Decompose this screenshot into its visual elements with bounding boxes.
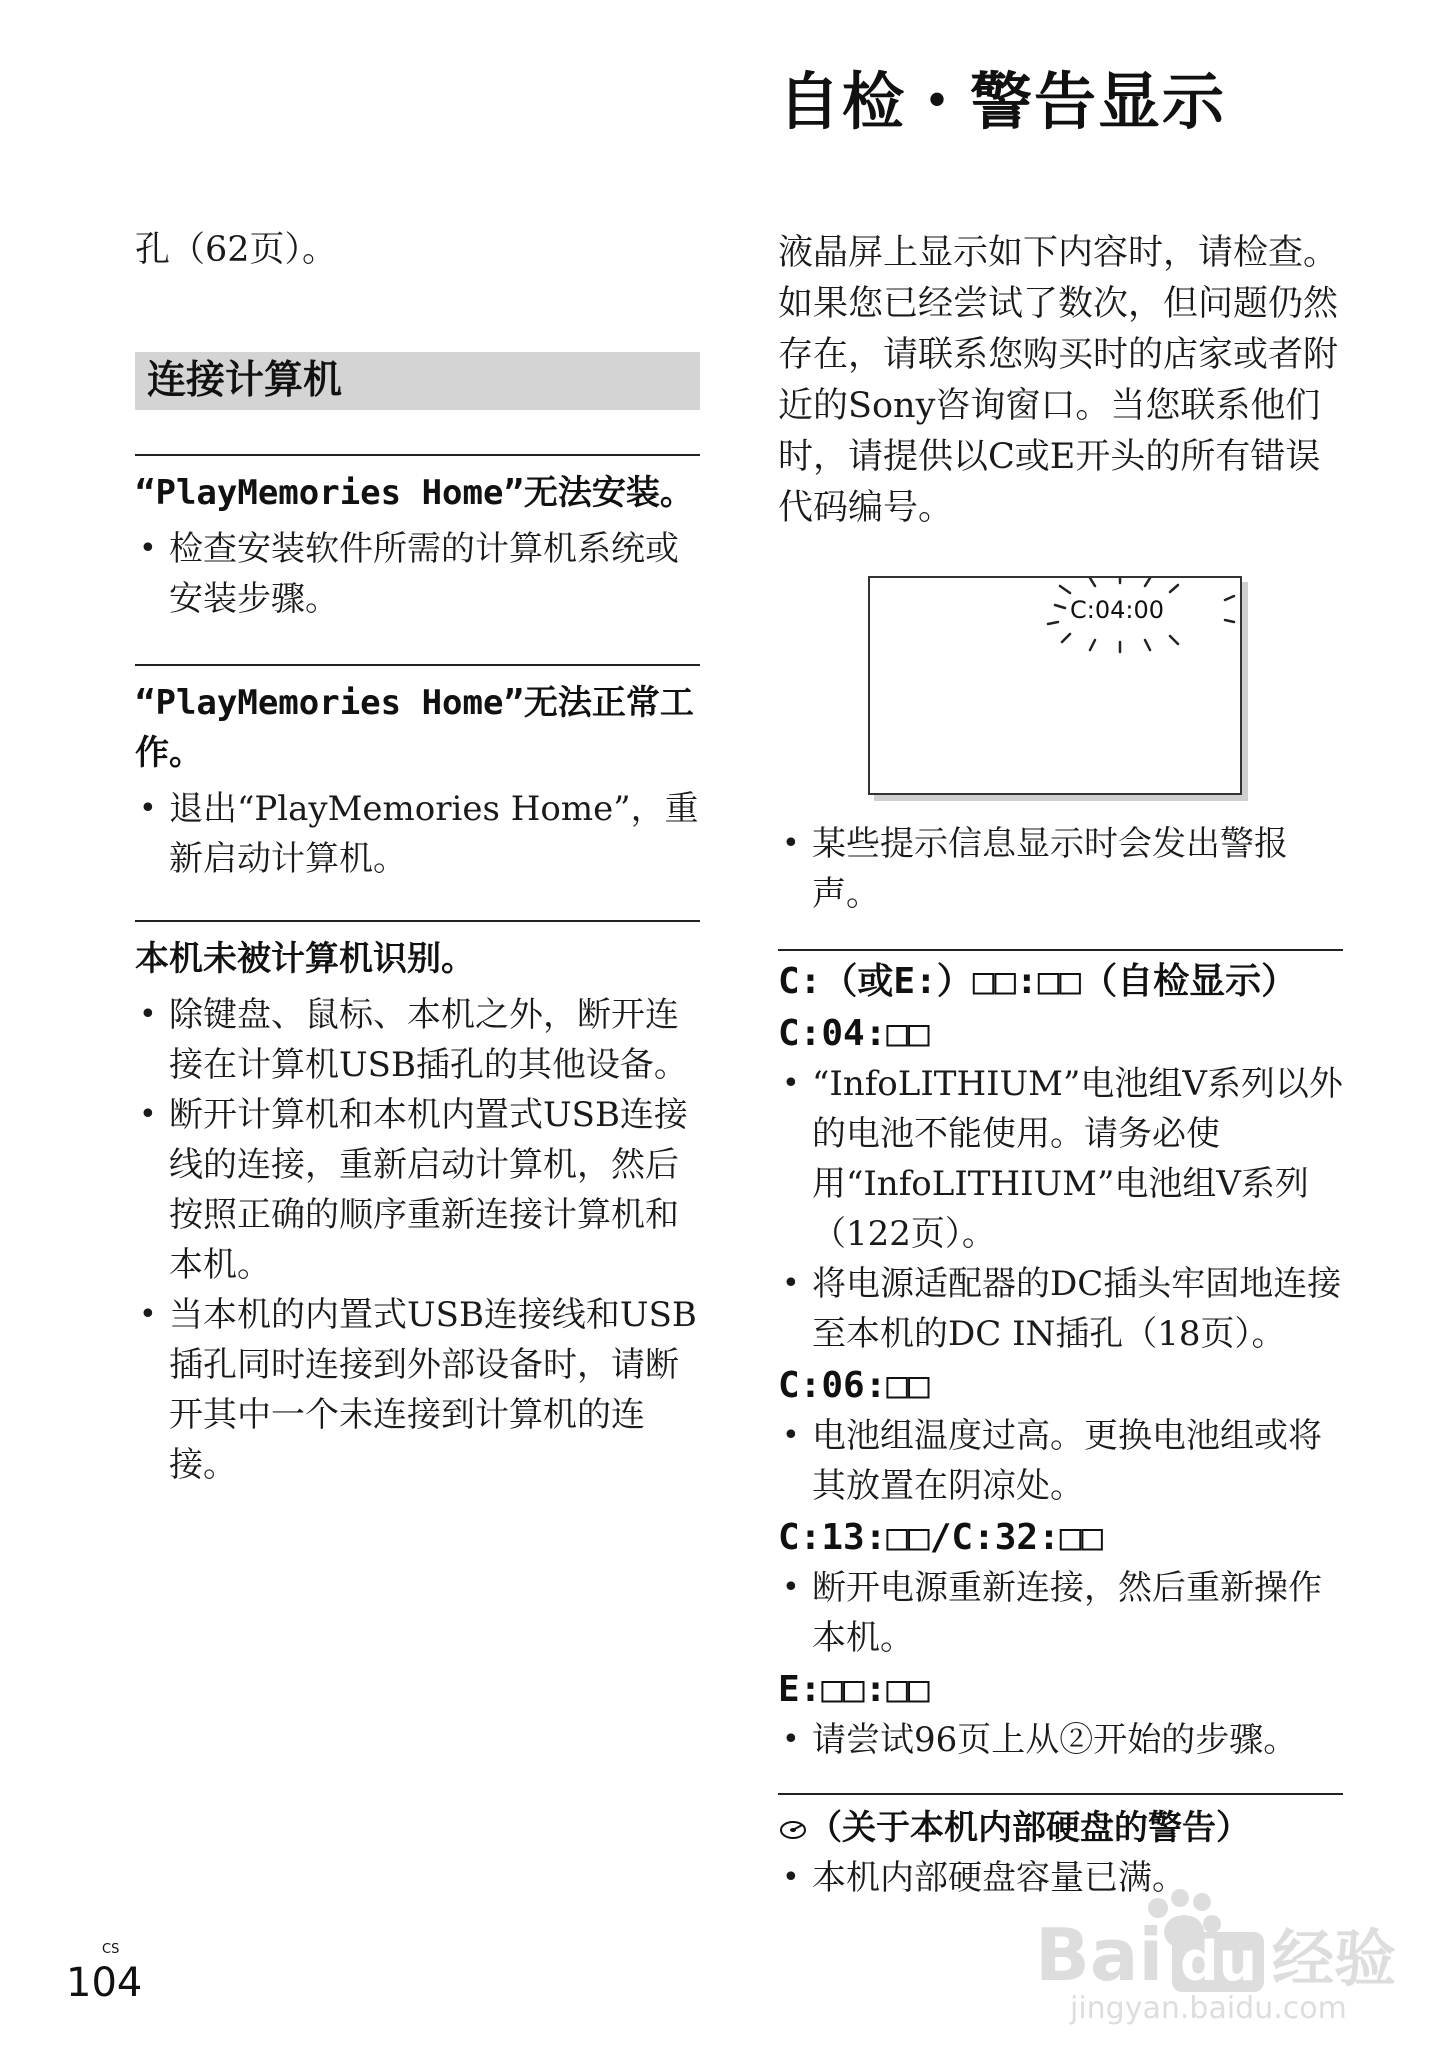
bullet-item: • 退出“PlayMemories Home”，重新启动计算机。 [135,784,700,884]
divider [135,920,700,922]
bullet-list [135,990,700,1490]
bullet-item: • 除键盘、鼠标、本机之外，断开连接在计算机USB插孔的其他设备。 [135,990,700,1090]
troubleshoot-item [135,664,700,884]
bullet-item: • 将电源适配器的DC插头牢固地连接至本机的DC IN插孔（18页）。 [778,1259,1343,1359]
hard-disk-icon [778,1818,808,1842]
bullet-list [778,1411,1343,1511]
baidu-watermark-logo [1030,1880,1410,2030]
code-entry [778,1513,1343,1663]
item-title: “PlayMemories Home”无法正常工作。 [135,683,694,773]
page-lang-code: CS [102,1942,120,1957]
lcd-screen-illustration [868,576,1248,801]
svg-text:Bai: Bai [1035,1913,1164,1997]
error-code-display: C:04:00 [1070,596,1165,624]
svg-text:jingyan.baidu.com: jingyan.baidu.com [1070,1991,1347,2026]
right-intro: 液晶屏上显示如下内容时，请检查。如果您已经尝试了数次，但问题仍然存在，请联系您购买时的店家或者附近的Sony咨询窗口。当您联系他们时，请提供以C或E开头的所有错误代码编号。 [778,233,1339,528]
flash-rays-icon [870,578,1240,793]
hdd-warning-label: （关于本机内部硬盘的警告） [808,1808,1250,1848]
bullet-item: • 电池组温度过高。更换电池组或将其放置在阴凉处。 [778,1411,1343,1511]
code-entry [778,1361,1343,1511]
divider [135,664,700,666]
svg-text:经验: 经验 [1272,1922,1397,1995]
left-column [135,225,700,1490]
error-code: C:06:□□ [778,1365,930,1406]
note-list [778,819,1343,919]
divider [135,454,700,456]
item-title: “PlayMemories Home”无法安装。 [135,473,694,513]
bullet-list [135,524,700,624]
divider [778,949,1343,951]
bullet-item: • 本机内部硬盘容量已满。 [778,1853,1343,1903]
error-code: E:□□:□□ [778,1669,930,1710]
code-entry [778,1009,1343,1359]
section-title-self-diagnosis: C:（或E:）□□:□□（自检显示） [778,961,1298,1002]
left-intro: 孔（62页）。 [135,230,338,270]
troubleshoot-item [135,920,700,1490]
note-item: • 某些提示信息显示时会发出警报声。 [778,819,1343,919]
svg-text:du: du [1180,1930,1258,1993]
section-header-connect-computer: 连接计算机 [135,352,700,410]
bullet-item: • 断开电源重新连接，然后重新操作本机。 [778,1563,1343,1663]
bullet-list [778,1715,1343,1765]
bullet-item: • 断开计算机和本机内置式USB连接线的连接，重新启动计算机，然后按照正确的顺序重新连接计算机和本机。 [135,1090,700,1290]
bullet-item: • 检查安装软件所需的计算机系统或安装步骤。 [135,524,700,624]
hdd-warning-title [778,1803,1343,1853]
bullet-list [778,1563,1343,1663]
item-title: 本机未被计算机识别。 [135,939,475,979]
error-code: C:04:□□ [778,1013,930,1054]
error-code: C:13:□□/C:32:□□ [778,1517,1104,1558]
bullet-item: • 请尝试96页上从②开始的步骤。 [778,1715,1343,1765]
lcd-screen [868,576,1242,795]
page-number: 104 [66,1960,143,2006]
right-column [778,228,1343,1903]
bullet-list [135,784,700,884]
troubleshoot-item [135,454,700,624]
code-entry [778,1665,1343,1765]
bullet-item: • “InfoLITHIUM”电池组V系列以外的电池不能使用。请务必使用“InfoLITHIUM”电池组V系列（122页）。 [778,1059,1343,1259]
bullet-list [778,1059,1343,1359]
bullet-item: • 当本机的内置式USB连接线和USB插孔同时连接到外部设备时，请断开其中一个未连接到计算机的连接。 [135,1290,700,1490]
page-title: 自检・警告显示 [778,65,1227,138]
divider [778,1793,1343,1795]
